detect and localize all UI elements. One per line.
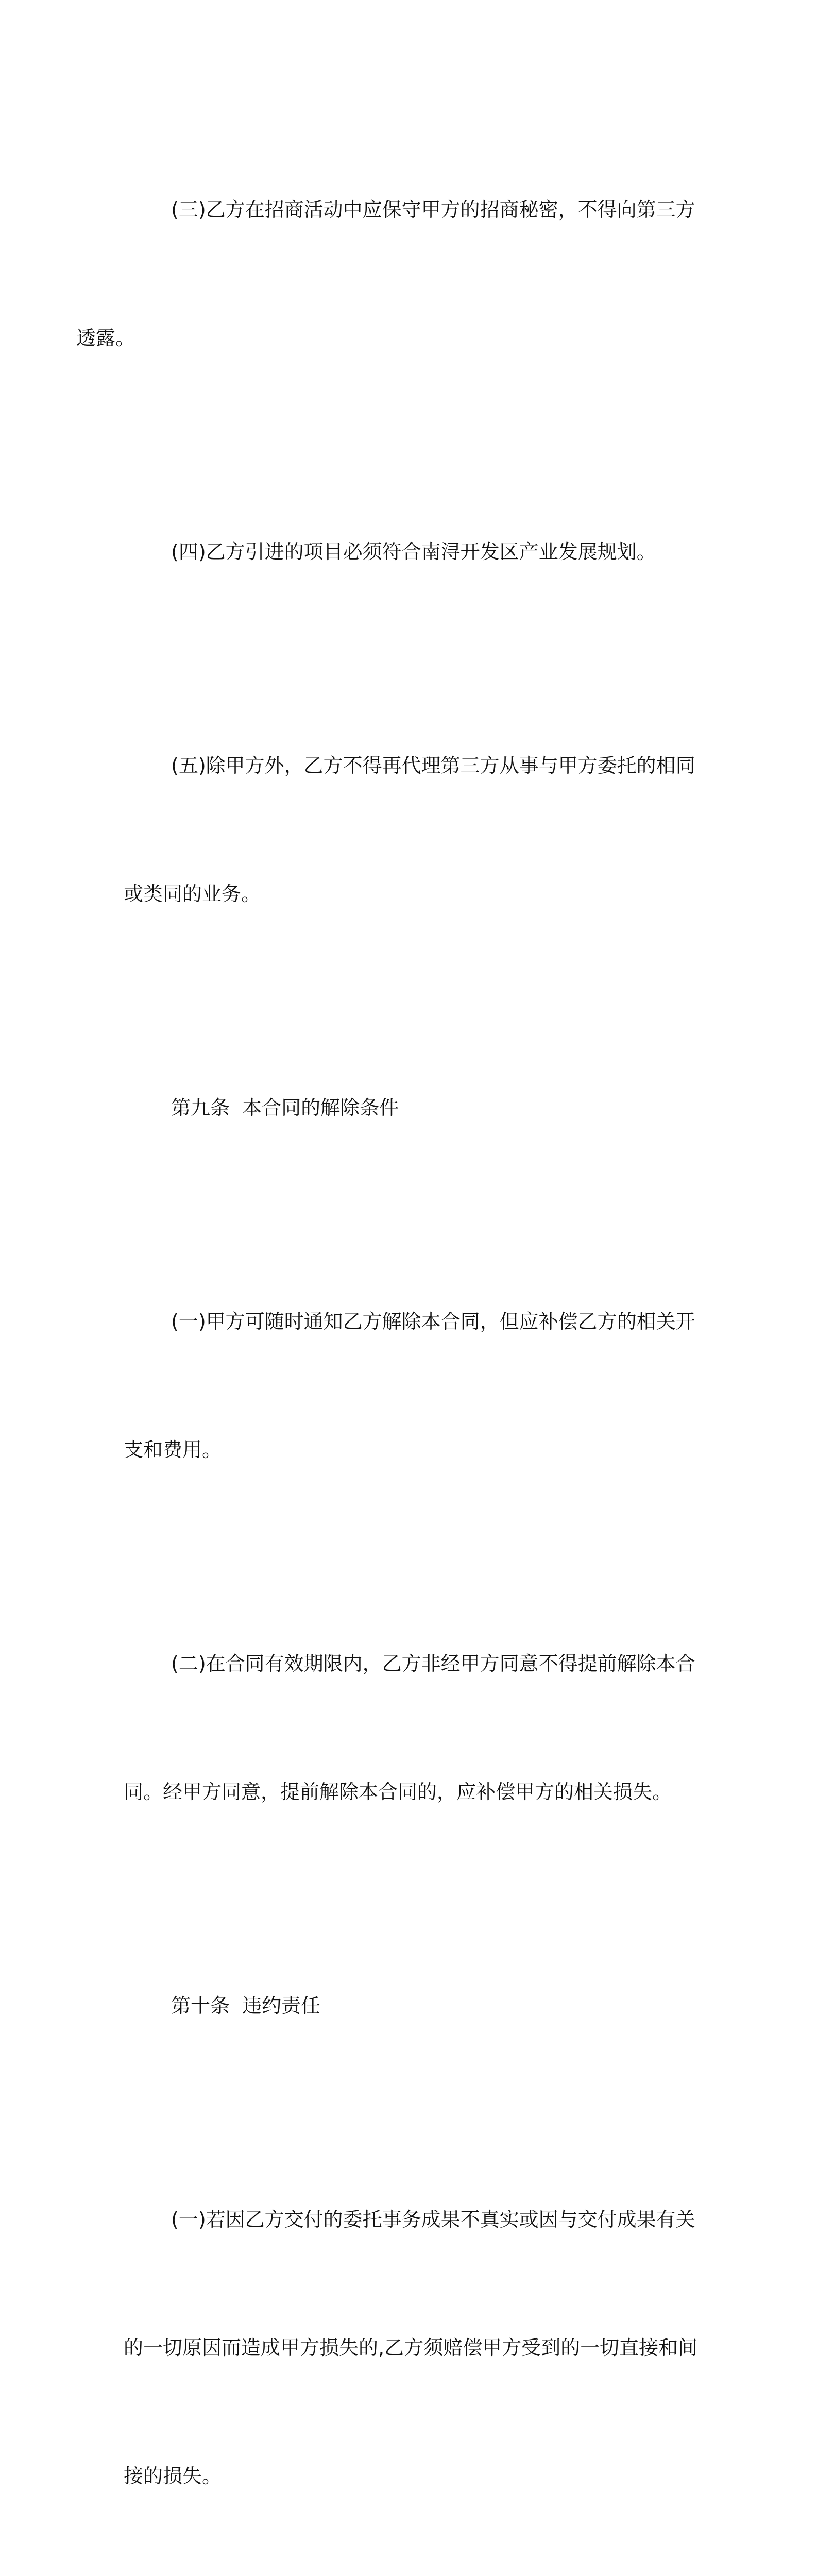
text-line: (三)乙方在招商活动中应保守甲方的招商秘密，不得向第三方 <box>171 198 695 221</box>
article-9-heading <box>124 1001 701 1215</box>
text-line: 支和费用。 <box>124 1438 222 1461</box>
article-10-item-1 <box>124 2113 701 2576</box>
heading-text: 第九条 本合同的解除条件 <box>171 1096 399 1119</box>
text-line: (四)乙方引进的项目必须符合南浔开发区产业发展规划。 <box>171 540 656 563</box>
text-line: (五)除甲方外，乙方不得再代理第三方从事与甲方委托的相同 <box>171 754 695 777</box>
text-line: (一)甲方可随时通知乙方解除本合同，但应补偿乙方的相关开 <box>171 1310 695 1333</box>
article-10-heading <box>124 1899 701 2113</box>
text-line: 透露。 <box>76 327 135 349</box>
article-9-item-2 <box>124 1557 701 1899</box>
clause-5-paragraph <box>124 659 701 1001</box>
text-line: 同。经甲方同意，提前解除本合同的，应补偿甲方的相关损失。 <box>124 1781 672 1803</box>
text-line: 的一切原因而造成甲方损失的,乙方须赔偿甲方受到的一切直接和间 <box>124 2336 698 2359</box>
text-line: 或类同的业务。 <box>124 883 261 905</box>
heading-text: 第十条 违约责任 <box>171 1994 321 2017</box>
clause-3-paragraph <box>76 103 701 445</box>
text-line: (一)若因乙方交付的委托事务成果不真实或因与交付成果有关 <box>171 2208 695 2231</box>
text-line: (二)在合同有效期限内，乙方非经甲方同意不得提前解除本合 <box>171 1652 695 1675</box>
document-body <box>76 103 701 2576</box>
article-9-item-1 <box>124 1215 701 1557</box>
clause-4-paragraph <box>124 445 701 659</box>
text-line: 接的损失。 <box>124 2465 222 2487</box>
